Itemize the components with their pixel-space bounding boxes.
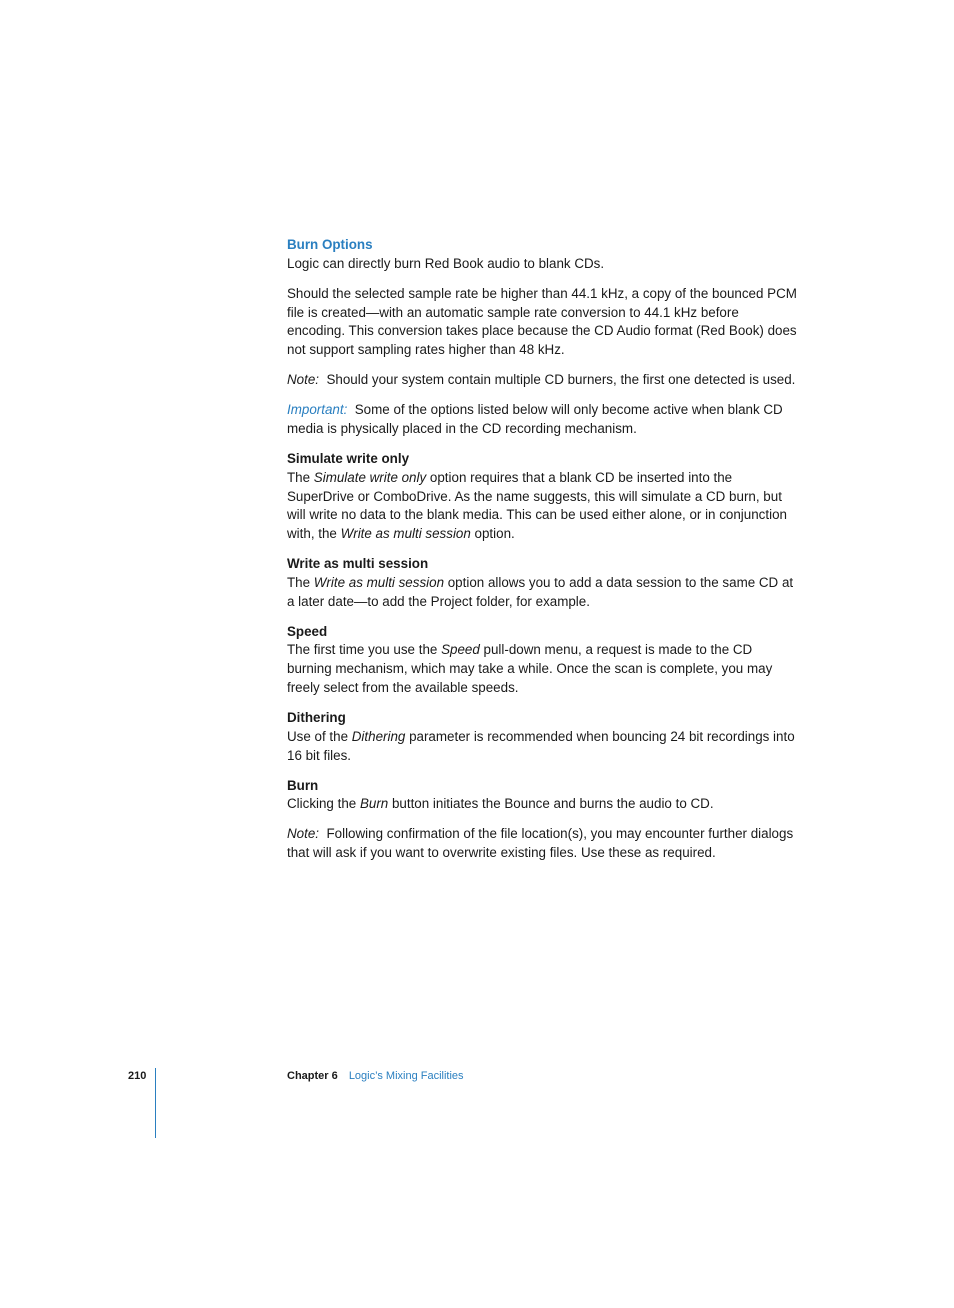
note-paragraph bbox=[287, 371, 799, 390]
important-label: Important: bbox=[287, 402, 348, 418]
dithering-heading: Dithering bbox=[287, 710, 346, 726]
simulate-text-1: The bbox=[287, 469, 314, 485]
note-label-2: Note: bbox=[287, 826, 320, 842]
page-number: 210 bbox=[128, 1070, 147, 1082]
dithering-text-2: parameter is recommended when bouncing 24 bit recordings into 16 bit files. bbox=[287, 728, 795, 763]
speed-text-1: The first time you use the bbox=[287, 642, 442, 658]
chapter-title-link[interactable]: Logic’s Mixing Facilities bbox=[348, 1070, 464, 1082]
speed-text-2: pull-down menu, a request is made to the CD burning mechanism, which may take a while. Once the scan is complete, you may freely select from the available speeds. bbox=[287, 642, 773, 696]
dithering-em-1: Dithering bbox=[351, 728, 406, 744]
important-paragraph bbox=[287, 401, 799, 439]
multisession-body bbox=[287, 574, 799, 612]
simulate-body bbox=[287, 469, 799, 544]
section-title: Burn Options bbox=[287, 237, 373, 252]
burn-em-1: Burn bbox=[359, 796, 389, 812]
intro-paragraph: Logic can directly burn Red Book audio to blank CDs. bbox=[287, 255, 605, 271]
simulate-heading: Simulate write only bbox=[287, 450, 410, 466]
simulate-em-1: Simulate write only bbox=[313, 469, 427, 485]
important-text: Some of the options listed below will only become active when blank CD media is physically placed in the CD recording mechanism. bbox=[287, 402, 783, 436]
burn-body bbox=[287, 795, 799, 814]
multisession-heading: Write as multi session bbox=[287, 556, 429, 572]
simulate-text-2: option requires that a blank CD be inserted into the SuperDrive or ComboDrive. As the name suggests, this will simulate a CD burn, but will write no data to the blank media. This can be used either alone, or in conjunction with, the bbox=[287, 469, 787, 542]
dithering-text-1: Use of the bbox=[287, 728, 352, 744]
multisession-text-1: The bbox=[287, 574, 314, 590]
simulate-text-3: option. bbox=[470, 526, 515, 542]
dithering-section bbox=[287, 709, 799, 765]
chapter-label: Chapter 6 bbox=[287, 1070, 338, 1082]
burn-text-1: Clicking the bbox=[287, 796, 360, 812]
note-text-2: Following confirmation of the file location(s), you may encounter further dialogs that will ask if you want to overwrite existing files. Use these as required. bbox=[287, 826, 794, 861]
note-text: Should your system contain multiple CD burners, the first one detected is used. bbox=[326, 372, 796, 388]
footer-divider bbox=[155, 1068, 156, 1138]
burn-text-2: button initiates the Bounce and burns the audio to CD. bbox=[388, 796, 714, 812]
simulate-em-2: Write as multi session bbox=[340, 526, 471, 542]
footer-chapter bbox=[287, 1070, 464, 1082]
note-paragraph-2 bbox=[287, 825, 799, 863]
speed-section bbox=[287, 623, 799, 698]
speed-body bbox=[287, 641, 799, 697]
multisession-section bbox=[287, 555, 799, 611]
samplerate-paragraph: Should the selected sample rate be higher than 44.1 kHz, a copy of the bounced PCM file is created—with an automatic sample rate conversion to 44.1 kHz before encoding. This conversion takes place because the CD Audio format (Red Book) does not support sampling rates higher than 48 kHz. bbox=[287, 285, 797, 358]
multisession-em-1: Write as multi session bbox=[313, 574, 445, 590]
page-content bbox=[287, 236, 799, 874]
burn-section bbox=[287, 777, 799, 815]
note-label: Note: bbox=[287, 372, 320, 388]
burn-heading: Burn bbox=[287, 777, 319, 793]
multisession-text-2: option allows you to add a data session to the same CD at a later date—to add the Project folder, for example. bbox=[287, 574, 794, 609]
speed-heading: Speed bbox=[287, 623, 328, 639]
dithering-body bbox=[287, 728, 799, 766]
simulate-section bbox=[287, 450, 799, 544]
speed-em-1: Speed bbox=[441, 642, 480, 658]
